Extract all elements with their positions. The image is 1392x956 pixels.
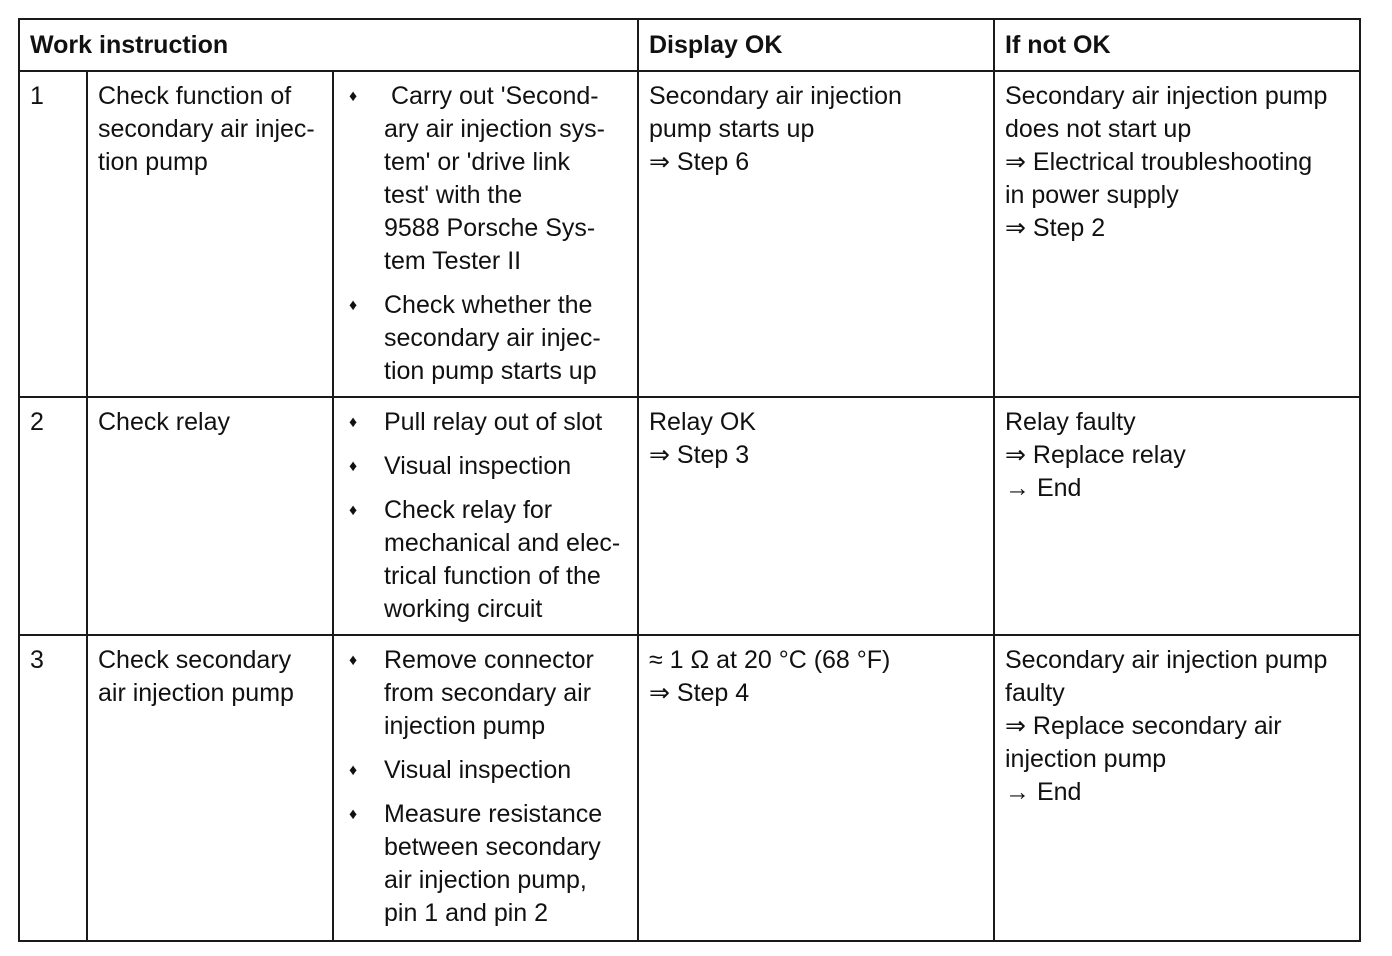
- table-header-row: [19, 19, 1360, 71]
- step-actions: [333, 71, 638, 397]
- action-line: mechanical and elec-: [384, 529, 621, 557]
- action-item: [344, 644, 627, 743]
- display-ok-line: ⇒ Step 4: [649, 679, 750, 707]
- action-line: 9588 Porsche Sys-: [384, 214, 596, 242]
- action-line: Pull relay out of slot: [384, 408, 603, 436]
- diamond-bullet-icon: ♦: [349, 502, 358, 519]
- action-list: [344, 80, 627, 388]
- display-ok-line: Secondary air injection: [649, 82, 902, 110]
- action-line: tion pump starts up: [384, 357, 597, 385]
- if-not-ok-cell: [994, 71, 1360, 397]
- if-not-ok-line: does not start up: [1005, 115, 1192, 143]
- action-line: Check relay for: [384, 496, 553, 524]
- action-item: [344, 450, 627, 483]
- step-number: 2: [19, 397, 87, 635]
- action-line: pin 1 and pin 2: [384, 899, 549, 927]
- if-not-ok-line: injection pump: [1005, 745, 1167, 773]
- step-actions: [333, 635, 638, 941]
- display-ok-cell: [638, 397, 994, 635]
- if-not-ok-line: Secondary air injection pump: [1005, 646, 1328, 674]
- action-item: [344, 406, 627, 439]
- step-instruction: [87, 71, 333, 397]
- action-line: working circuit: [384, 595, 543, 623]
- if-not-ok-line: ⇒ Step 2: [1005, 214, 1106, 242]
- action-item: [344, 798, 627, 930]
- if-not-ok-line: → End: [1005, 474, 1082, 502]
- action-item: [344, 494, 627, 626]
- if-not-ok-line: in power supply: [1005, 181, 1179, 209]
- action-line: between secondary: [384, 833, 601, 861]
- if-not-ok-line: → End: [1005, 778, 1082, 806]
- action-line: ary air injection sys-: [384, 115, 605, 143]
- instruction-line: air injection pump: [98, 679, 294, 707]
- header-if-not-ok: If not OK: [994, 19, 1360, 71]
- action-line: Carry out 'Second-: [384, 82, 599, 110]
- instruction-line: tion pump: [98, 148, 208, 176]
- action-item: [344, 289, 627, 388]
- if-not-ok-line: Secondary air injection pump: [1005, 82, 1328, 110]
- action-list: [344, 644, 627, 930]
- action-line: test' with the: [384, 181, 523, 209]
- step-instruction: [87, 635, 333, 941]
- diamond-bullet-icon: ♦: [349, 652, 358, 669]
- if-not-ok-line: ⇒ Replace secondary air: [1005, 712, 1282, 740]
- action-line: secondary air injec-: [384, 324, 601, 352]
- action-line: tem Tester II: [384, 247, 522, 275]
- step-actions: [333, 397, 638, 635]
- step-number: 1: [19, 71, 87, 397]
- diamond-bullet-icon: ♦: [349, 458, 358, 475]
- diamond-bullet-icon: ♦: [349, 762, 358, 779]
- instruction-line: Check function of: [98, 82, 292, 110]
- diamond-bullet-icon: ♦: [349, 414, 358, 431]
- instruction-line: secondary air injec-: [98, 115, 315, 143]
- if-not-ok-cell: [994, 397, 1360, 635]
- action-item: [344, 754, 627, 787]
- action-line: from secondary air: [384, 679, 592, 707]
- action-line: Visual inspection: [384, 452, 572, 480]
- instruction-line: Check relay: [98, 408, 230, 436]
- action-line: air injection pump,: [384, 866, 587, 894]
- display-ok-line: ⇒ Step 3: [649, 441, 750, 469]
- if-not-ok-line: ⇒ Replace relay: [1005, 441, 1186, 469]
- header-display-ok: Display OK: [638, 19, 994, 71]
- instruction-line: Check secondary: [98, 646, 292, 674]
- if-not-ok-line: Relay faulty: [1005, 408, 1136, 436]
- table-row: [19, 71, 1360, 397]
- action-item: [344, 80, 627, 278]
- action-line: trical function of the: [384, 562, 601, 590]
- header-work-instruction: Work instruction: [19, 19, 638, 71]
- action-line: Visual inspection: [384, 756, 572, 784]
- step-instruction: [87, 397, 333, 635]
- display-ok-line: pump starts up: [649, 115, 815, 143]
- action-list: [344, 406, 627, 626]
- work-instruction-table: [18, 18, 1361, 942]
- display-ok-line: ⇒ Step 6: [649, 148, 750, 176]
- diamond-bullet-icon: ♦: [349, 88, 358, 105]
- table-row: [19, 635, 1360, 941]
- display-ok-cell: [638, 635, 994, 941]
- diamond-bullet-icon: ♦: [349, 806, 358, 823]
- action-line: Measure resistance: [384, 800, 603, 828]
- step-number: 3: [19, 635, 87, 941]
- if-not-ok-line: faulty: [1005, 679, 1065, 707]
- if-not-ok-line: ⇒ Electrical troubleshooting: [1005, 148, 1313, 176]
- action-line: Check whether the: [384, 291, 593, 319]
- diamond-bullet-icon: ♦: [349, 297, 358, 314]
- if-not-ok-cell: [994, 635, 1360, 941]
- table-row: [19, 397, 1360, 635]
- display-ok-line: ≈ 1 Ω at 20 °C (68 °F): [649, 646, 891, 674]
- action-line: tem' or 'drive link: [384, 148, 570, 176]
- display-ok-line: Relay OK: [649, 408, 756, 436]
- display-ok-cell: [638, 71, 994, 397]
- action-line: Remove connector: [384, 646, 594, 674]
- action-line: injection pump: [384, 712, 546, 740]
